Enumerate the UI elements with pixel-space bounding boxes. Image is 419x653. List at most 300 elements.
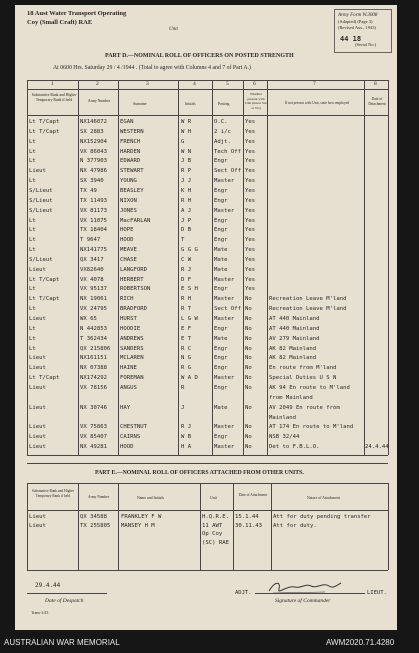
present-cell: Yes <box>245 138 256 145</box>
rank-cell: Lt <box>29 247 36 254</box>
army-number-cell: TX 11493 <box>80 197 107 204</box>
army-number-cell: VX 95137 <box>80 286 107 293</box>
table-row <box>15 405 397 414</box>
present-cell: No <box>245 375 252 382</box>
surname-cell: EDWARD <box>120 158 141 165</box>
army-number-cell: SX 3940 <box>80 178 104 185</box>
archive-id: AWM2020.71.4280 <box>326 638 395 647</box>
posting-cell: Engr <box>214 345 228 352</box>
table-row <box>15 139 397 148</box>
posting-cell: Master <box>214 276 235 283</box>
col-number: 7 <box>313 81 316 87</box>
part-d-title: PART D.—NOMINAL ROLL OF OFFICERS ON POSTED STRENGTH <box>105 53 294 59</box>
surname-cell: BEASLEY <box>120 187 144 194</box>
e-col-header: Name and Initials <box>137 496 164 500</box>
initials-cell: E F <box>181 325 192 332</box>
part-d-time: At 0600 Hrs. Saturday 29 / 4 /1944 . (Total to agree with Columns 4 and 7 of Part A.) <box>53 65 251 71</box>
army-number-cell: NX174292 <box>80 375 107 382</box>
army-number-cell: VX 4078 <box>80 276 104 283</box>
rank-cell: S/Lieut <box>29 256 53 263</box>
table-row <box>15 346 397 355</box>
surname-cell: HOODIE <box>120 325 141 332</box>
rank-cell: Lieut <box>29 444 46 451</box>
surname-cell: HAY <box>120 404 131 411</box>
surname-cell: JONES <box>120 207 137 214</box>
initials-cell: G <box>181 138 185 145</box>
posting-cell: 2 i/c <box>214 128 231 135</box>
rank-cell: Lieut <box>29 316 46 322</box>
initials-cell: A J <box>181 207 192 214</box>
table-row <box>15 227 397 236</box>
employment-cell: AK 82 Mainland <box>269 355 317 362</box>
rank-cell: S/Lieut <box>29 187 53 194</box>
initials-cell: R C <box>181 345 192 352</box>
surname-cell: MacFARLAN <box>120 217 151 224</box>
employment-cell: En route from M'land <box>269 365 337 372</box>
present-cell: Yes <box>245 128 256 135</box>
commander-label: Signature of Commander <box>275 598 331 604</box>
army-number-cell: QX 3417 <box>80 256 104 263</box>
col-number: 4 <box>193 81 196 87</box>
initials-cell: J B <box>181 158 192 165</box>
rank-cell: Lt <box>29 237 36 244</box>
despatch-date: 29.4.44 <box>35 582 61 589</box>
posting-cell: Mate <box>214 256 228 263</box>
present-cell: No <box>245 325 252 332</box>
rank-cell: Lieut <box>29 434 46 441</box>
rank-cell: Lieut <box>29 355 46 362</box>
rule <box>27 89 388 90</box>
surname-cell: BRADFORD <box>120 306 147 313</box>
rank-cell: Lt <box>29 148 36 155</box>
present-cell: Yes <box>245 256 256 263</box>
army-number-cell: NX 07388 <box>80 365 107 372</box>
unit-label: Unit <box>169 27 178 32</box>
army-number-cell: NX 30746 <box>80 404 107 411</box>
surname-cell: STEWART <box>120 168 144 175</box>
rank-cell: Lt <box>29 325 36 332</box>
table-row <box>15 355 397 364</box>
form-number: Army Form W.3008 <box>338 13 378 18</box>
rank-cell: Lt <box>29 286 36 293</box>
table-row <box>15 424 397 433</box>
present-cell: No <box>245 384 252 391</box>
table-row <box>15 267 397 276</box>
rank-cell: Lt <box>29 217 36 224</box>
posting-cell: Engr <box>214 237 228 244</box>
army-number-cell: WX 65 <box>80 316 97 322</box>
surname-cell: CHESTNUT <box>120 424 147 431</box>
attachment-date-cell: 15.1.44 <box>235 514 259 520</box>
col-header: Posting <box>218 102 230 106</box>
army-number-cell: VX 85407 <box>80 434 107 441</box>
initials-cell: R J <box>181 266 192 273</box>
table-row <box>15 158 397 167</box>
initials-cell: K H <box>181 187 192 194</box>
present-cell: Yes <box>245 158 256 165</box>
initials-cell: H A <box>181 444 192 451</box>
table-row <box>15 306 397 315</box>
col-number: 3 <box>146 81 149 87</box>
posting-cell: Engr <box>214 365 228 372</box>
army-number-cell: VX 24795 <box>80 306 107 313</box>
employment-cell: from Mainland <box>269 394 313 401</box>
present-cell: No <box>245 365 252 372</box>
surname-cell: ROBERTSON <box>120 286 151 293</box>
army-number-cell: N 377903 <box>80 158 107 165</box>
table-row <box>15 119 397 128</box>
initials-cell: W N <box>181 148 192 155</box>
table-row <box>15 336 397 345</box>
posting-cell: Tech Off <box>214 148 241 155</box>
col-number: 1 <box>51 81 54 87</box>
rank-cell: Lt T/Capt <box>29 296 60 303</box>
rule <box>255 593 365 594</box>
posting-cell: Sect Off <box>214 306 241 313</box>
present-cell: Yes <box>245 266 256 273</box>
surname-cell: ANGUS <box>120 384 137 391</box>
employment-cell: AV 2049 En route from <box>269 404 340 411</box>
present-cell: Yes <box>245 178 256 185</box>
table-row <box>15 395 397 404</box>
posting-cell: Mate <box>214 266 228 273</box>
surname-cell: MEAVE <box>120 247 137 254</box>
present-cell: No <box>245 444 252 451</box>
initials-cell: D B <box>181 227 192 234</box>
table-row <box>15 326 397 335</box>
surname-cell: HOOD <box>120 444 134 451</box>
rank-cell: Lt T/Capt <box>29 375 60 382</box>
rank-cell: Lt T/Capt <box>29 128 60 135</box>
table-row <box>15 129 397 138</box>
initials-cell: R <box>181 384 185 391</box>
unit-cell: (SC) RAE <box>202 539 229 546</box>
rule <box>27 483 388 484</box>
army-number-cell: NX 49281 <box>80 444 107 451</box>
initials-cell: T <box>181 237 185 244</box>
attachment-date-cell: 30.11.43 <box>235 522 262 529</box>
table-row <box>15 257 397 266</box>
present-cell: Yes <box>245 247 256 254</box>
despatch-label: Date of Despatch <box>45 598 84 604</box>
present-cell: No <box>245 424 252 431</box>
present-cell: Yes <box>245 207 256 214</box>
initials-cell: E S H <box>181 286 198 293</box>
commander-signature <box>265 577 345 597</box>
army-number-cell: T 362434 <box>80 335 107 342</box>
rank-cell: Lt <box>29 306 36 313</box>
col-number: 5 <box>226 81 229 87</box>
posting-cell: Mate <box>214 335 228 342</box>
posting-cell: Engr <box>214 286 228 293</box>
table-row <box>15 316 397 325</box>
surname-cell: HOPE <box>120 227 134 234</box>
rank-label: LIEUT. <box>367 590 387 596</box>
rank-cell: Lieut <box>29 514 46 520</box>
surname-cell: EGAN <box>120 119 134 125</box>
initials-cell: D F <box>181 276 192 283</box>
surname-cell: CAIRNS <box>120 434 141 441</box>
table-row <box>15 208 397 217</box>
table-row <box>15 168 397 177</box>
rank-cell: Lt <box>29 138 36 145</box>
rank-cell: Lieut <box>29 365 46 372</box>
present-cell: No <box>245 306 252 313</box>
posting-cell: Adjt. <box>214 138 231 145</box>
initials-cell: W R <box>181 119 192 125</box>
posting-cell: Master <box>214 444 235 451</box>
army-number-cell: QX 34588 <box>80 514 107 520</box>
adjt-label: ADJT. <box>235 590 252 596</box>
army-number-cell: NX141775 <box>80 247 107 254</box>
army-number-cell: VX 86043 <box>80 148 107 155</box>
name-cell: MANSEY H M <box>121 522 155 529</box>
e-col-header: Substantive Rank and Higher Temporary Rank if held <box>31 489 75 498</box>
surname-cell: SANDERS <box>120 345 144 352</box>
col-header: Initials <box>185 102 196 106</box>
table-row <box>15 277 397 286</box>
initials-cell: J <box>181 404 185 411</box>
rank-cell: Lieut <box>29 168 46 175</box>
e-col-header: Nature of Attachment <box>307 496 340 500</box>
table-row <box>15 444 397 453</box>
posting-cell: Engr <box>214 355 228 362</box>
rank-cell: Lt <box>29 345 36 352</box>
surname-cell: RICH <box>120 296 134 303</box>
surname-cell: FRENCH <box>120 138 141 145</box>
initials-cell: J J <box>181 178 192 185</box>
surname-cell: HERBERT <box>120 276 144 283</box>
form-adapted: (Adapted) (Page 3) <box>338 19 373 24</box>
rank-cell: Lt <box>29 335 36 342</box>
table-row <box>15 188 397 197</box>
present-cell: Yes <box>245 187 256 194</box>
initials-cell: G G G <box>181 247 198 254</box>
e-col-header: Unit <box>210 496 217 500</box>
table-row <box>15 385 397 394</box>
surname-cell: NIXON <box>120 197 137 204</box>
surname-cell: HAINE <box>120 365 137 372</box>
surname-cell: HURST <box>120 316 137 322</box>
employment-cell: Mainland <box>269 414 296 421</box>
initials-cell: R H <box>181 197 192 204</box>
employment-cell: AT 440 Mainland <box>269 325 320 332</box>
present-cell: Yes <box>245 168 256 175</box>
initials-cell: L G W <box>181 316 198 322</box>
present-cell: Yes <box>245 276 256 283</box>
initials-cell: C W <box>181 256 192 263</box>
serial-label: (Serial No.) <box>355 42 377 47</box>
surname-cell: HARDEN <box>120 148 141 155</box>
e-col-header: Date of Attachment <box>238 493 268 497</box>
employment-cell: Det to F.B.L.O. <box>269 444 320 451</box>
rank-cell: Lieut <box>29 384 46 391</box>
army-number-cell: SX 2883 <box>80 128 104 135</box>
present-cell: Yes <box>245 286 256 293</box>
table-row <box>15 365 397 374</box>
army-number-cell: TX 255805 <box>80 522 111 529</box>
name-cell: FRANKLEY F W <box>121 514 162 520</box>
part-e-title: PART E.—NOMINAL ROLL OF OFFICERS ATTACHED FROM OTHER UNITS. <box>95 470 304 476</box>
army-number-cell: TX 49 <box>80 187 97 194</box>
posting-cell: Mate <box>214 247 228 254</box>
present-cell: No <box>245 316 252 322</box>
posting-cell: Engr <box>214 187 228 194</box>
rank-cell: Lieut <box>29 424 46 431</box>
posting-cell: Engr <box>214 384 228 391</box>
present-cell: No <box>245 355 252 362</box>
unit-cell: H.Q.R.E. <box>202 514 229 520</box>
table-row <box>15 198 397 207</box>
table-row <box>15 415 397 424</box>
initials-cell: R P <box>181 168 192 175</box>
detachment-date-cell: 24.4.44 <box>365 444 389 451</box>
posting-cell: Engr <box>214 217 228 224</box>
unit-cell: 11 AWT <box>202 522 223 529</box>
serial-number: 44 18 <box>340 35 362 43</box>
col-number: 2 <box>96 81 99 87</box>
surname-cell: HOOD <box>120 237 134 244</box>
table-row <box>15 178 397 187</box>
present-cell: No <box>245 404 252 411</box>
present-cell: Yes <box>245 148 256 155</box>
employment-cell: AV 279 Mainland <box>269 335 320 342</box>
posting-cell: Engr <box>214 325 228 332</box>
present-cell: Yes <box>245 227 256 234</box>
army-number-cell: NX 47986 <box>80 168 107 175</box>
rule <box>27 593 107 594</box>
army-number-cell: NX 19061 <box>80 296 107 303</box>
table-row <box>15 218 397 227</box>
rank-cell: Lt <box>29 178 36 185</box>
table-row <box>15 286 397 295</box>
army-number-cell: NX152904 <box>80 138 107 145</box>
employment-cell: NSB 32/44 <box>269 434 300 441</box>
posting-cell: Master <box>214 207 235 214</box>
initials-cell: W H <box>181 128 192 135</box>
nature-cell: Att for duty. <box>273 522 317 529</box>
table-row <box>15 540 397 549</box>
initials-cell: J P <box>181 217 192 224</box>
col-header: Date of Detachment <box>368 97 386 106</box>
rank-cell: Lt T/Capt <box>29 276 60 283</box>
surname-cell: YOUNG <box>120 178 137 185</box>
army-number-cell: VX 81173 <box>80 207 107 214</box>
employment-cell: AK 82 Mainland <box>269 345 317 352</box>
army-number-cell: TX 18404 <box>80 227 107 234</box>
initials-cell: R H <box>181 296 192 303</box>
print-note: Trans-1/43 <box>31 610 49 615</box>
posting-cell: Engr <box>214 158 228 165</box>
posting-cell: Sect Off <box>214 168 241 175</box>
employment-cell: Recreation Leave M'land <box>269 306 347 313</box>
army-number-cell: VX 11075 <box>80 217 107 224</box>
col-number: 8 <box>374 81 377 87</box>
army-number-cell: QX 215806 <box>80 345 111 352</box>
form-ref: (Revised Aus., 1943) <box>338 25 376 30</box>
rule <box>27 510 388 511</box>
col-header: Substantive Rank and Higher Temporary Rank if held <box>31 93 77 102</box>
rule <box>27 570 388 571</box>
col-number: 6 <box>253 81 256 87</box>
army-number-cell: VX 75863 <box>80 424 107 431</box>
surname-cell: ANDREWS <box>120 335 144 342</box>
employment-cell: Recreation Leave M'land <box>269 296 347 303</box>
surname-cell: FOREMAN <box>120 375 144 382</box>
present-cell: Yes <box>245 197 256 204</box>
unit-cell: Op Coy <box>202 531 223 537</box>
rule <box>27 80 388 81</box>
initials-cell: W B <box>181 434 192 441</box>
initials-cell: R G <box>181 365 192 372</box>
surname-cell: LANGFORD <box>120 266 147 273</box>
present-cell: No <box>245 296 252 303</box>
posting-cell: Engr <box>214 434 228 441</box>
col-header: Army Number <box>87 99 111 103</box>
e-col-header: Army Number <box>87 495 110 499</box>
initials-cell: N G <box>181 355 192 362</box>
posting-cell: Engr <box>214 197 228 204</box>
surname-cell: CHASE <box>120 256 137 263</box>
document-page <box>15 5 397 630</box>
rule <box>27 455 388 456</box>
posting-cell: Master <box>214 424 235 431</box>
employment-cell: Special Duties U S N <box>269 375 337 382</box>
table-row <box>15 375 397 384</box>
surname-cell: WESTERN <box>120 128 144 135</box>
initials-cell: R J <box>181 424 192 431</box>
table-row <box>15 434 397 443</box>
posting-cell: Mate <box>214 404 228 411</box>
army-number-cell: NX161151 <box>80 355 107 362</box>
initials-cell: W A D <box>181 375 198 382</box>
employment-cell: AK 94 En route to M'land <box>269 384 350 391</box>
rule <box>27 463 388 464</box>
present-cell: No <box>245 345 252 352</box>
nature-cell: Att for duty pending transfer <box>273 514 371 520</box>
initials-cell: R T <box>181 306 192 313</box>
posting-cell: Master <box>214 316 235 322</box>
rank-cell: Lieut <box>29 404 46 411</box>
unit-name-line1: 18 Aust Water Transport Operating <box>27 10 127 17</box>
present-cell: Yes <box>245 237 256 244</box>
posting-cell: Engr <box>214 227 228 234</box>
rank-cell: Lieut <box>29 266 46 273</box>
present-cell: No <box>245 434 252 441</box>
rank-cell: Lieut <box>29 522 46 529</box>
table-row <box>15 237 397 246</box>
surname-cell: MCLAREN <box>120 355 144 362</box>
present-cell: No <box>245 335 252 342</box>
employment-cell: AT 174 En route to M'land <box>269 424 354 431</box>
army-number-cell: NX146072 <box>80 119 107 125</box>
col-header: If not present with Unit, state how employed <box>284 101 350 105</box>
army-number-cell: N 442853 <box>80 325 107 332</box>
employment-cell: AT 440 Mainland <box>269 316 320 322</box>
rank-cell: Lt <box>29 158 36 165</box>
col-header: Surname <box>133 102 147 106</box>
posting-cell: Master <box>214 296 235 303</box>
col-header: Whether present with Unit (insert Yes or No) <box>245 92 267 110</box>
present-cell: Yes <box>245 119 256 125</box>
table-row <box>15 247 397 256</box>
posting-cell: Master <box>214 178 235 185</box>
rule <box>27 115 388 116</box>
rank-cell: S/Lieut <box>29 207 53 214</box>
army-number-cell: T 9647 <box>80 237 101 244</box>
posting-cell: O.C. <box>214 119 228 125</box>
posting-cell: Master <box>214 375 235 382</box>
